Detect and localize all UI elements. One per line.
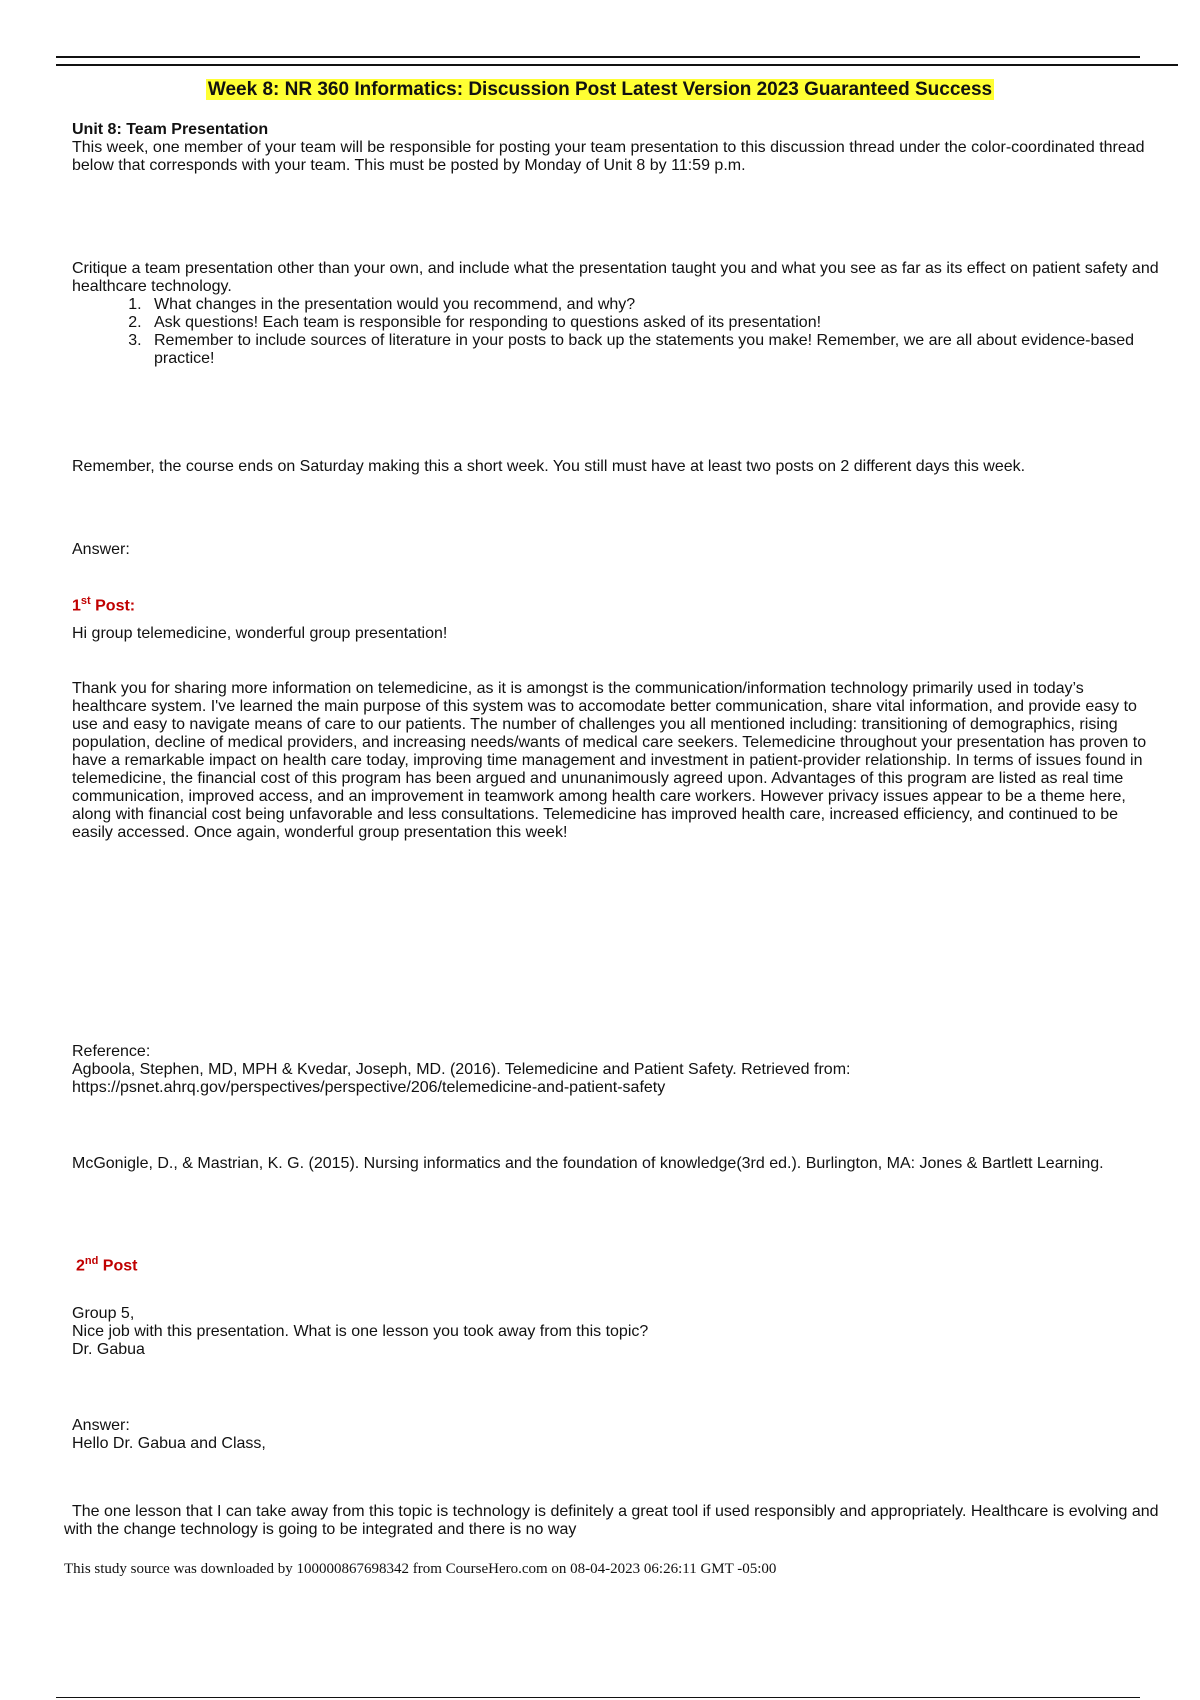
post2-answer [72,1417,1162,1453]
comment-line: Group 5, [72,1305,135,1322]
post1-num: 1 [72,597,81,615]
answer-label: Answer: [72,541,130,558]
list-item: 3. Remember to include sources of literature in your posts to back up the statements you make! Remember, we are all about evidence-based practice! [146,332,1162,368]
reference-1: Agboola, Stephen, MD, MPH & Kvedar, Joseph, MD. (2016). Telemedicine and Patient Safety. Retrieved from: https://psnet.ahrq.gov/perspectives/perspective/206/telemedicine-and-patient-safety [72,1061,851,1096]
post2-body: The one lesson that I can take away from this topic is technology is definitely a great tool if used responsibly and appropriately. Healthcare is evolving and with the change technology is going to be integrated and there is no way [64,1503,1159,1538]
reference-label: Reference: [72,1043,151,1060]
post1-greeting: Hi group telemedicine, wonderful group presentation! [72,625,448,642]
comment-line: Dr. Gabua [72,1341,145,1358]
instructor-comment [72,1305,1162,1359]
intro-paragraph: This week, one member of your team will be responsible for posting your team presentation to this discussion thread under the color-coordinated thread below that corresponds with your team. This must be posted by Monday of Unit 8 by 11:59 p.m. [72,139,1145,174]
bottom-rule [56,1697,1140,1698]
document-title [0,76,1200,104]
reminder-paragraph: Remember, the course ends on Saturday making this a short week. You still must have at least two posts on 2 different days this week. [72,458,1026,475]
unit-section [72,121,1162,175]
post1-label: Post: [90,597,136,615]
list-item: 1. What changes in the presentation would you recommend, and why? [146,296,1162,314]
post1-body: Thank you for sharing more information on telemedicine, as it is amongst is the communication/information technology primarily used in today’s healthcare system. I've learned the main purpose of this system was to accomodate better communication, share vital information, and provide easy to use and easy to navigate means of care to our patients. The number of challenges you all mentioned including: transitioning of demographics, rising population, decline of medical providers, and increasing needs/wants of medical care seekers. Telemedicine throughout your presentation has proven to have a remarkable impact on health care today, improving time management and investment in patient-provider relationship. In terms of issues found in telemedicine, the financial cost of this program has been argued and ununanimously agreed upon. Advantages of this program are listed as real time communication, improved access, and an improvement in teamwork among health care workers. However privacy issues appear to be a theme here, along with financial cost being unfavorable and less consultations. Telemedicine has improved health care, increased efficiency, and continued to be easily accessed. Once again, wonderful group presentation this week! [72,680,1147,841]
reference-section [72,1043,1162,1097]
title-highlight: Week 8: NR 360 Informatics: Discussion Post Latest Version 2023 Guaranteed Success [207,79,993,100]
post2-sup: nd [84,1255,99,1267]
post2-heading [76,1255,1166,1275]
unit-heading: Unit 8: Team Presentation [72,121,269,138]
post2-num: 2 [76,1257,85,1275]
top-rule-1 [56,56,1140,58]
post2-greeting: Hello Dr. Gabua and Class, [72,1435,266,1452]
reference-2: McGonigle, D., & Mastrian, K. G. (2015). Nursing informatics and the foundation of knowledge(3rd ed.). Burlington, MA: Jones & Bartlett Learning. [72,1155,1104,1172]
instruction-list [72,296,1162,368]
comment-line: Nice job with this presentation. What is one lesson you took away from this topic? [72,1323,649,1340]
post1-sup: st [80,595,91,607]
post2-answer-label: Answer: [72,1417,130,1434]
top-rule-2 [56,64,1178,66]
post2-label: Post [98,1257,138,1275]
critique-section [72,260,1162,368]
download-footer: This study source was downloaded by 100000867698342 from CourseHero.com on 08-04-2023 06:26:11 GMT -05:00 [64,1561,777,1577]
post1-heading [72,595,1162,615]
list-item: 2. Ask questions! Each team is responsible for responding to questions asked of its presentation! [146,314,1162,332]
critique-paragraph: Critique a team presentation other than your own, and include what the presentation taught you and what you see as far as its effect on patient safety and healthcare technology. [72,260,1159,295]
